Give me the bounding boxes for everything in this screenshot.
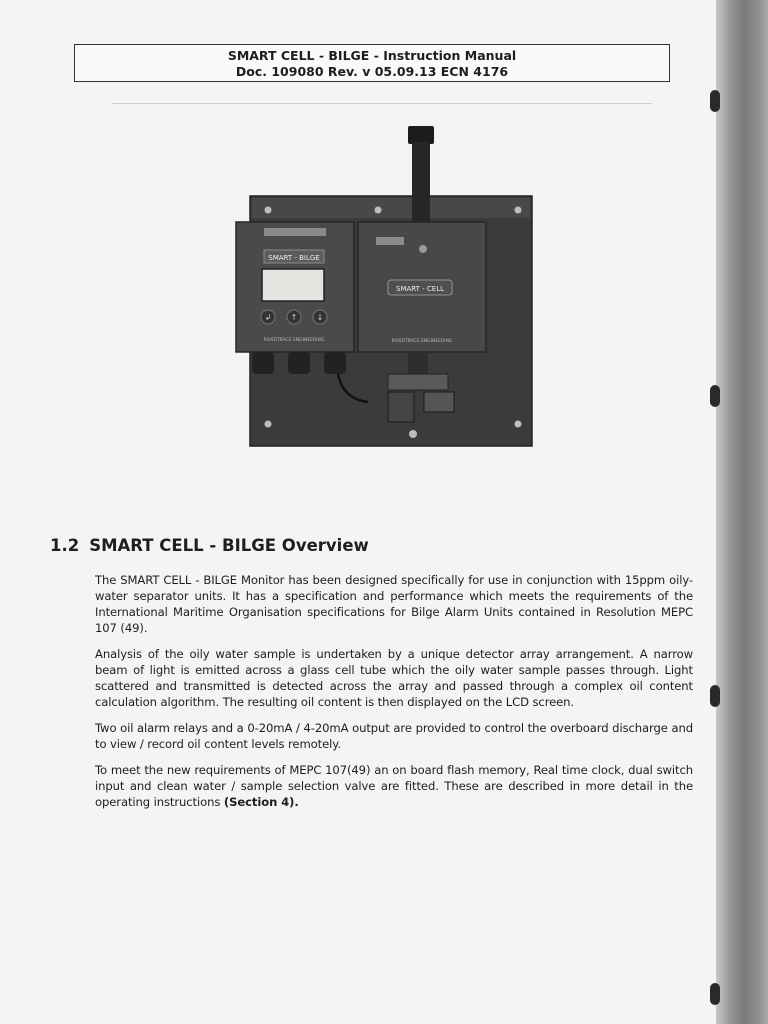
requirements-text: To meet the new requirements of MEPC 107(49) an on board flash memory, Real time clock, dual switch input and clean water / sample selection valve are fitted. These are described in more detail in the operating instructions [95,763,693,809]
valve-handle-right [424,392,454,412]
left-enclosure-tag [264,228,326,236]
sample-pipe [408,352,428,374]
device-photo [228,124,538,454]
plate-top-edge [252,198,530,218]
up-button-label: ↑ [290,313,298,322]
paragraph-intro: The SMART CELL - BILGE Monitor has been designed specifically for use in conjunction with 15ppm oily-water separator units. It has a specification and performance which meets the requirements of the International Maritime Organisation specifications for Bilge Alarm Units contained in Resolution MEPC 107 (49). [95,573,693,635]
sensor-tube [412,142,430,224]
indicator-lamp [419,245,427,253]
down-button-label: ↓ [316,313,324,322]
binder-edge [716,0,768,1024]
header-doc-number: Doc. 109080 Rev. v 05.09.13 ECN 4176 [235,64,509,79]
left-panel-label: SMART - BILGE [268,254,320,262]
binder-ring [710,685,720,707]
section-title: SMART CELL - BILGE Overview [89,536,369,555]
document-header [74,44,670,82]
sensor-cap [408,126,434,144]
section-reference: (Section 4). [223,795,299,809]
overview-body [95,572,693,820]
valve-handle-left [388,392,414,422]
header-title: SMART CELL - BILGE - Instruction Manual [227,48,517,63]
paragraph-relays: Two oil alarm relays and a 0-20mA / 4-20mA output are provided to control the overboard discharge and to view / record oil content levels remotely. [95,721,693,751]
valve-body [388,374,448,390]
lcd-screen [262,269,324,301]
paragraph-requirements [95,762,693,810]
left-maker-label: RIVERTRACE ENGINEERING [263,338,325,343]
header-divider [112,103,652,104]
enter-button-label: ↲ [264,313,272,322]
binder-ring [710,983,720,1005]
right-panel-label: SMART - CELL [396,285,444,293]
binder-ring [710,385,720,407]
paragraph-analysis: Analysis of the oily water sample is undertaken by a unique detector array arrangement. A narrow beam of light is emitted across a glass cell tube which the oily water sample passes through. Light scattered and transmitted is detected across the array and passed through a complex oil content calculation algorithm. The resulting oil content is then displayed on the LCD screen. [95,647,693,709]
cable-glands [252,352,346,374]
section-number: 1.2 [50,536,80,555]
binder-ring [710,90,720,112]
right-maker-label: RIVERTRACE ENGINEERING [391,339,453,344]
right-enclosure-tag [376,237,404,245]
section-heading [50,536,369,555]
